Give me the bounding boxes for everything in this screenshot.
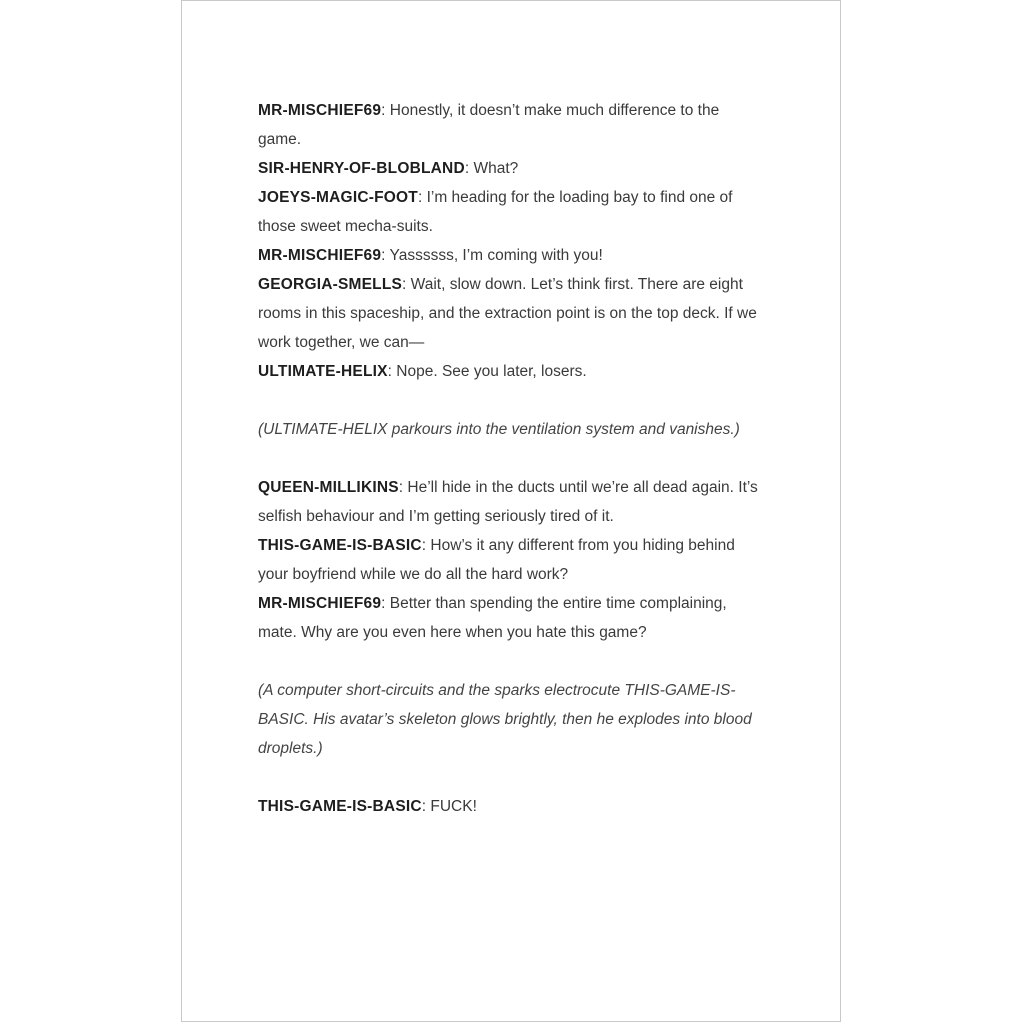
speaker-name: MR-MISCHIEF69 bbox=[258, 247, 382, 264]
book-page bbox=[181, 0, 841, 1022]
dialogue-line: MR-MISCHIEF69: Yassssss, I’m coming with you! bbox=[258, 247, 603, 264]
dialogue-line: THIS-GAME-IS-BASIC: How’s it any different from you hiding behind your boyfriend while we do all the hard work? bbox=[258, 537, 735, 583]
script-text bbox=[258, 96, 758, 821]
dialogue-text: Wait, slow down. Let’s think first. There are eight rooms in this spaceship, and the extraction point is on the top deck. If we work together, we can— bbox=[258, 276, 757, 351]
dialogue-text: How’s it any different from you hiding behind your boyfriend while we do all the hard work? bbox=[258, 537, 735, 583]
dialogue-text: Nope. See you later, losers. bbox=[396, 363, 587, 380]
speaker-name: MR-MISCHIEF69 bbox=[258, 102, 382, 119]
dialogue-line: ULTIMATE-HELIX: Nope. See you later, losers. bbox=[258, 363, 587, 380]
dialogue-text: I’m heading for the loading bay to find one of those sweet mecha-suits. bbox=[258, 189, 733, 235]
speaker-name: MR-MISCHIEF69 bbox=[258, 595, 382, 612]
dialogue-line: THIS-GAME-IS-BASIC: FUCK! bbox=[258, 798, 477, 815]
dialogue-line: JOEYS-MAGIC-FOOT: I’m heading for the loading bay to find one of those sweet mecha-suits. bbox=[258, 189, 733, 235]
speaker-name: JOEYS-MAGIC-FOOT bbox=[258, 189, 418, 206]
dialogue-text: He’ll hide in the ducts until we’re all dead again. It’s selfish behaviour and I’m getting seriously tired of it. bbox=[258, 479, 758, 525]
stage-direction: (A computer short-circuits and the sparks electrocute THIS-GAME-IS-BASIC. His avatar’s skeleton glows brightly, then he explodes into blood droplets.) bbox=[258, 682, 752, 757]
dialogue-text: Honestly, it doesn’t make much difference to the game. bbox=[258, 102, 720, 148]
stage-direction: (ULTIMATE-HELIX parkours into the ventilation system and vanishes.) bbox=[258, 421, 740, 438]
dialogue-text: Better than spending the entire time complaining, mate. Why are you even here when you hate this game? bbox=[258, 595, 727, 641]
speaker-name: GEORGIA-SMELLS bbox=[258, 276, 403, 293]
dialogue-line: QUEEN-MILLIKINS: He’ll hide in the ducts until we’re all dead again. It’s selfish behaviour and I’m getting seriously tired of it. bbox=[258, 479, 758, 525]
dialogue-text: FUCK! bbox=[430, 798, 477, 815]
dialogue-line: SIR-HENRY-OF-BLOBLAND: What? bbox=[258, 160, 519, 177]
dialogue-line: MR-MISCHIEF69: Better than spending the entire time complaining, mate. Why are you even here when you hate this game? bbox=[258, 595, 727, 641]
dialogue-text: What? bbox=[473, 160, 519, 177]
dialogue-text: Yassssss, I’m coming with you! bbox=[389, 247, 603, 264]
speaker-name: ULTIMATE-HELIX bbox=[258, 363, 388, 380]
speaker-name: THIS-GAME-IS-BASIC bbox=[258, 798, 422, 815]
dialogue-line: MR-MISCHIEF69: Honestly, it doesn’t make much difference to the game. bbox=[258, 102, 720, 148]
speaker-name: QUEEN-MILLIKINS bbox=[258, 479, 399, 496]
speaker-name: SIR-HENRY-OF-BLOBLAND bbox=[258, 160, 465, 177]
dialogue-line: GEORGIA-SMELLS: Wait, slow down. Let’s think first. There are eight rooms in this spaceship, and the extraction point is on the top deck. If we work together, we can— bbox=[258, 276, 757, 351]
speaker-name: THIS-GAME-IS-BASIC bbox=[258, 537, 422, 554]
